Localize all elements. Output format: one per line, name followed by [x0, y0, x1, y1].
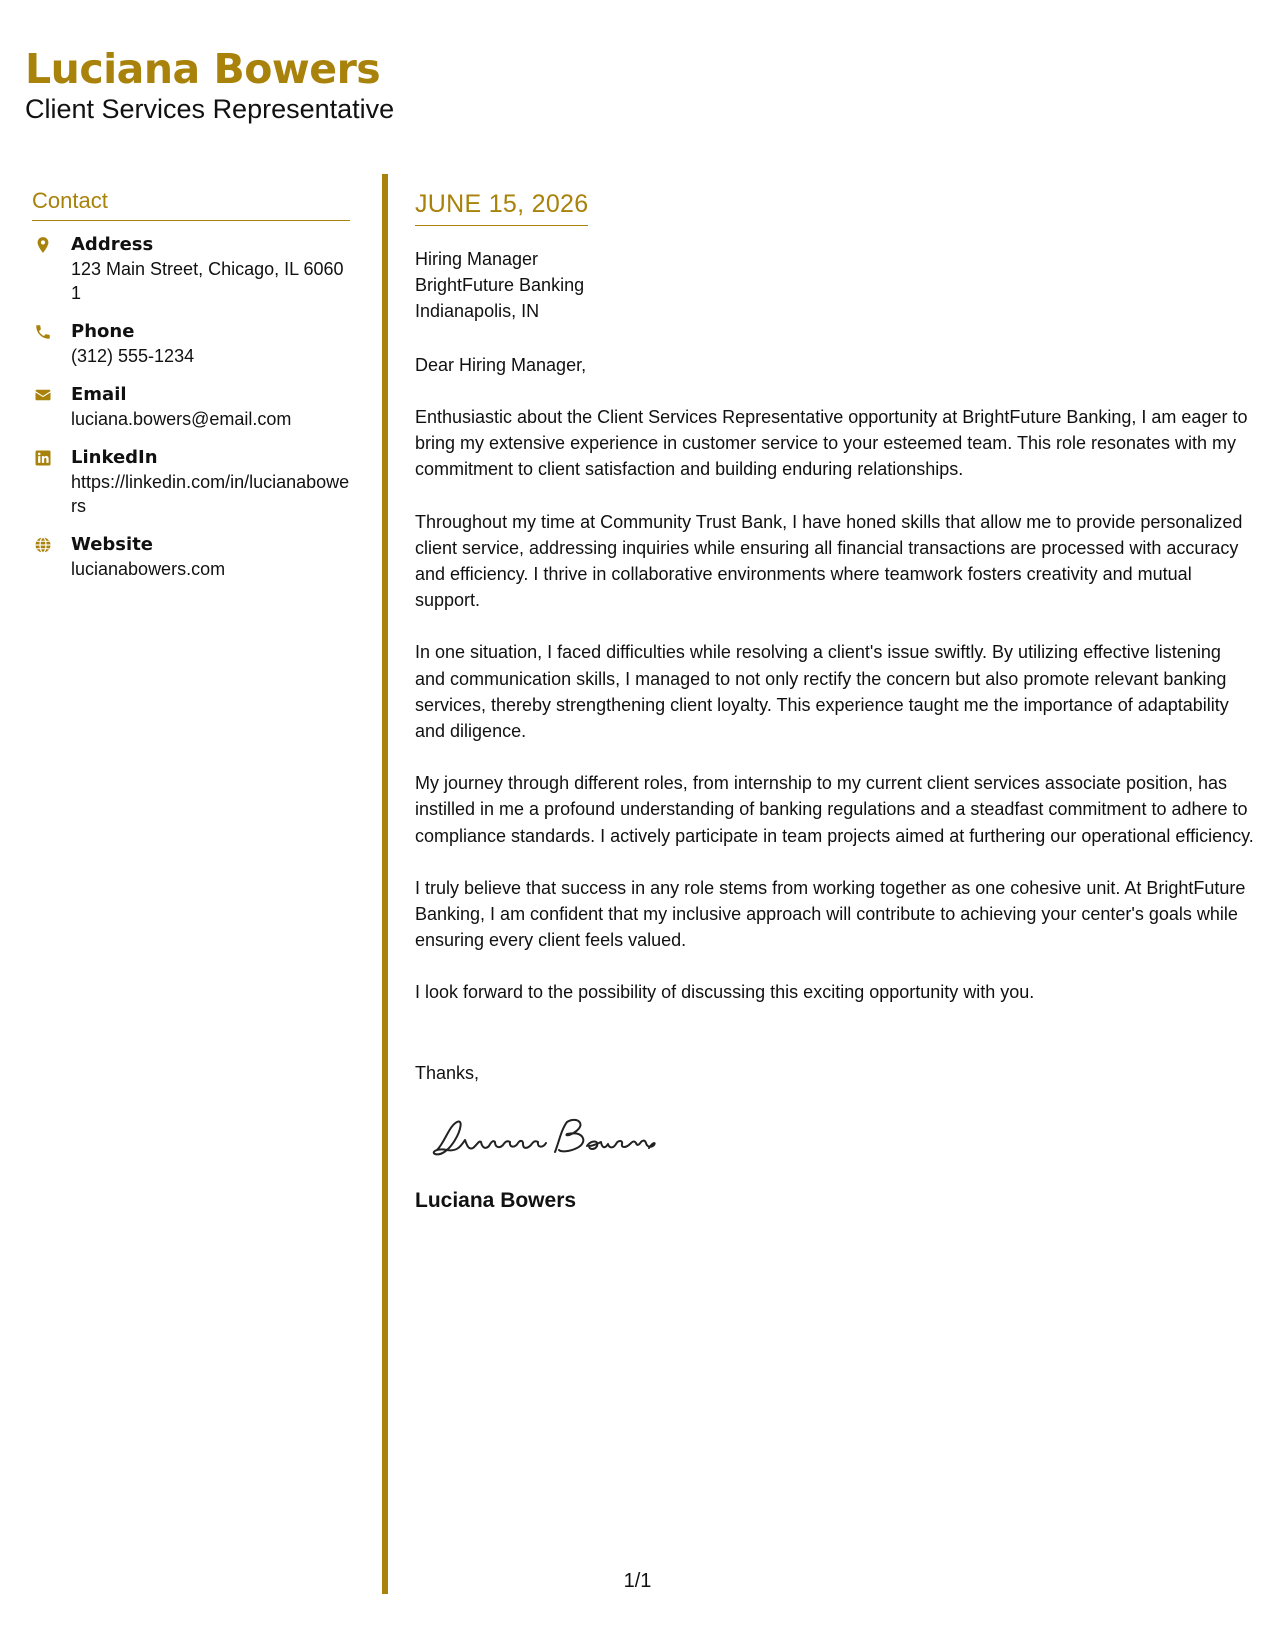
- letter-paragraph: Throughout my time at Community Trust Bank, I have honed skills that allow me to provide personalized client service, addressing inquiries while ensuring all financial transactions are processed with accuracy and efficiency. I thrive in collaborative environments where teamwork fosters creativity and mutual support.: [415, 511, 1243, 611]
- contact-item-website: [32, 533, 350, 581]
- letter-paragraph: In one situation, I faced difficulties while resolving a client's issue swiftly. By utilizing effective listening and communication skills, I managed to not only rectify the concern but also promote relevant banking services, thereby strengthening client loyalty. This experience taught me the importance of adaptability and diligence.: [415, 642, 1229, 742]
- handwritten-signature: [427, 1112, 667, 1162]
- contact-item-email: [32, 383, 350, 431]
- envelope-icon: [34, 386, 52, 404]
- contact-heading: Contact: [32, 188, 350, 221]
- contact-value: lucianabowers.com: [71, 559, 226, 579]
- column-divider: [382, 174, 388, 1594]
- contact-label: LinkedIn: [71, 447, 158, 468]
- location-pin-icon: [34, 236, 52, 254]
- page-number-text: 1/1: [623, 1570, 652, 1592]
- page-number: [0, 1570, 1275, 1593]
- recipient-block: [415, 246, 1255, 324]
- letter-body: [415, 190, 1255, 1213]
- contact-value: luciana.bowers@email.com: [71, 409, 292, 429]
- phone-icon: [34, 323, 52, 341]
- contact-label: Phone: [71, 321, 135, 342]
- linkedin-icon: [34, 449, 52, 467]
- letter-date: JUNE 15, 2026: [415, 190, 588, 226]
- contact-item-address: [32, 233, 350, 305]
- letter-paragraph: Enthusiastic about the Client Services Representative opportunity at BrightFuture Banking, I am eager to bring my extensive experience in customer service to your esteemed team. This role resonates with my commitment to client satisfaction and building enduring relationships.: [415, 407, 1248, 480]
- contact-list: [32, 233, 350, 581]
- signed-name: Luciana Bowers: [415, 1188, 577, 1212]
- salutation: Dear Hiring Manager,: [415, 355, 587, 375]
- contact-sidebar: [32, 188, 350, 596]
- contact-value: 123 Main Street, Chicago, IL 60601: [71, 259, 344, 303]
- contact-item-linkedin: [32, 446, 350, 518]
- contact-label: Email: [71, 384, 127, 405]
- contact-label: Address: [71, 234, 154, 255]
- letter-paragraph: My journey through different roles, from internship to my current client services associate position, has instilled in me a profound understanding of banking regulations and a steadfast commitment to adhere to compliance standards. I actively participate in team projects aimed at furthering our operational efficiency.: [415, 773, 1254, 846]
- letter-paragraph: I look forward to the possibility of discussing this exciting opportunity with you.: [415, 982, 1035, 1003]
- contact-value: (312) 555-1234: [71, 346, 195, 366]
- globe-icon: [34, 536, 52, 554]
- recipient-line: Indianapolis, IN: [415, 301, 540, 321]
- applicant-title: Client Services Representative: [25, 94, 395, 125]
- applicant-name: Luciana Bowers: [25, 45, 381, 93]
- contact-value: https://linkedin.com/in/lucianabowers: [71, 472, 350, 516]
- letter-paragraph: I truly believe that success in any role stems from working together as one cohesive unit. At BrightFuture Banking, I am confident that my inclusive approach will contribute to achieving your center's goals while ensuring every client feels valued.: [415, 877, 1246, 951]
- contact-item-phone: [32, 320, 350, 368]
- contact-label: Website: [71, 534, 154, 555]
- recipient-line: Hiring Manager: [415, 249, 539, 269]
- document-header: [25, 46, 394, 127]
- recipient-line: BrightFuture Banking: [415, 275, 585, 295]
- closing: Thanks,: [415, 1062, 480, 1083]
